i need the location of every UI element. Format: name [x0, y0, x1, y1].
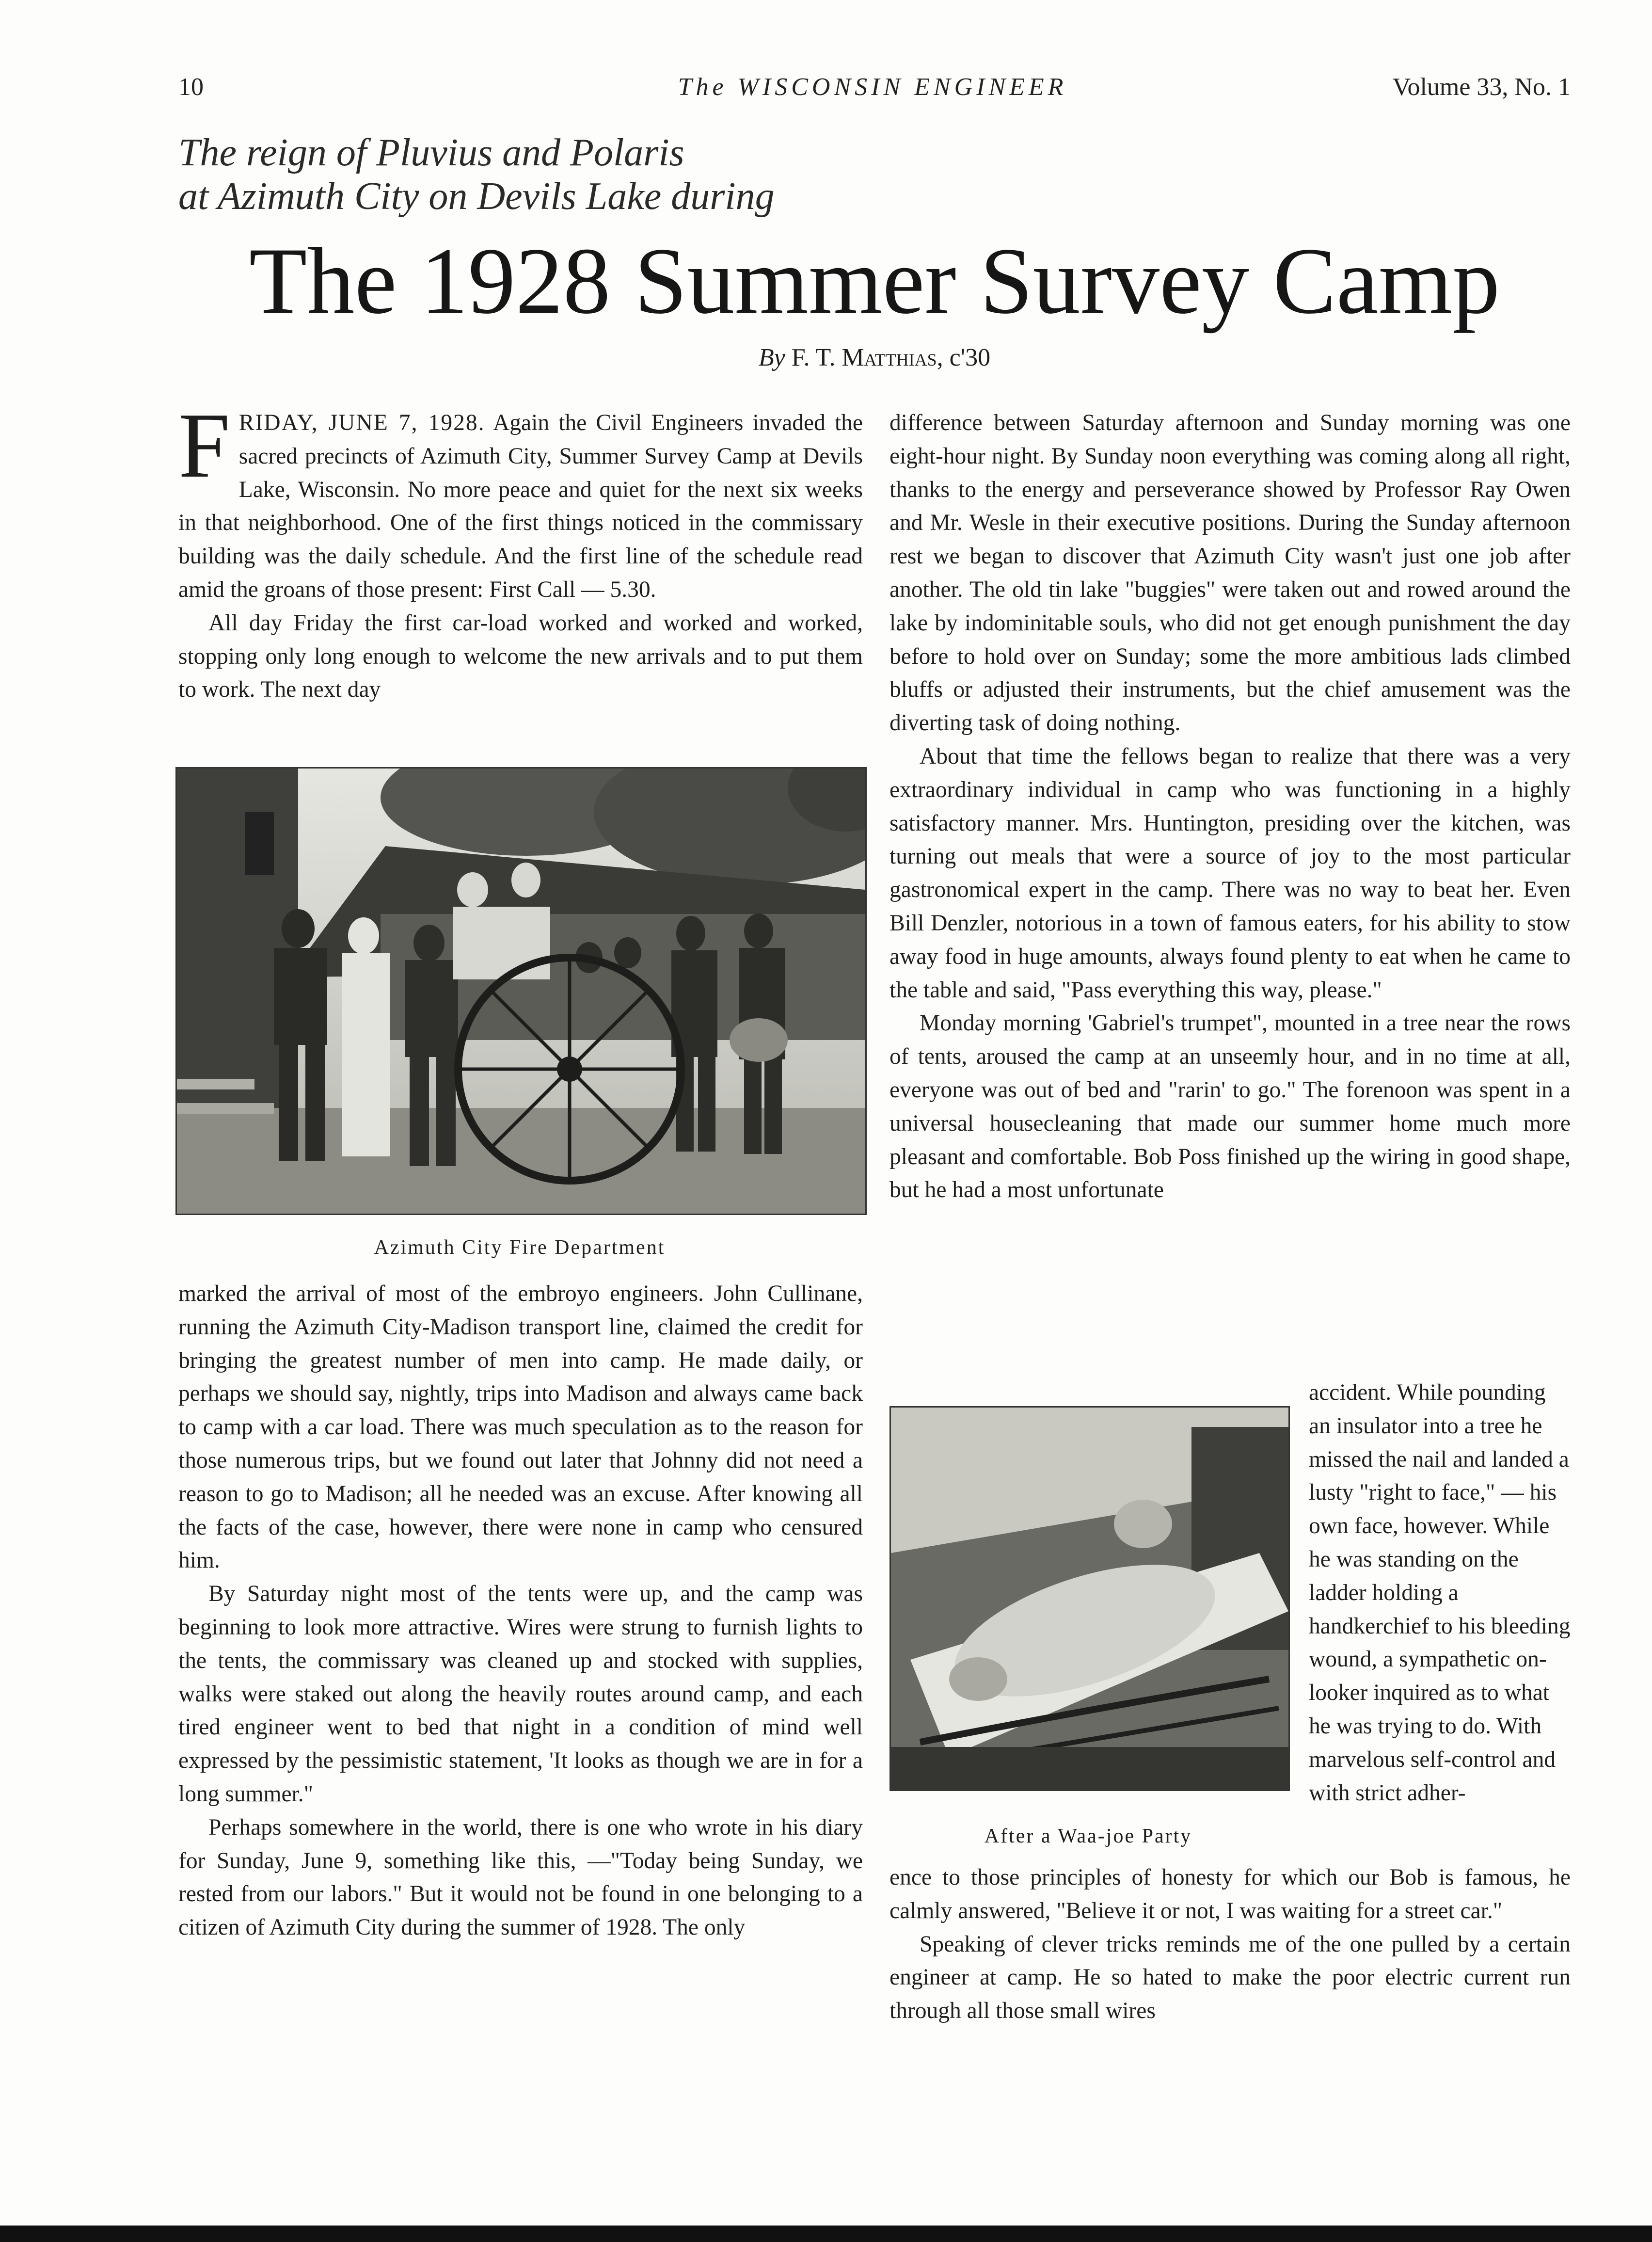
byline-class: , c'30: [937, 344, 991, 371]
paragraph-6: Monday morning 'Gabriel's trumpet", mounted in a tree near the rows of tents, aroused the camp at an unseemly hour, and in no time at all, everyone was out of bed and "rarin' to go." The forenoon was spent in a universal housecleaning that made our summer home much more pleasant and comfortable. Bob Poss finished up the wiring in good shape, but he had a most unfortunate: [890, 1010, 1571, 1203]
paragraph-2: All day Friday the first car-load worked and worked and worked, stopping only long enough to welcome the new arrivals and to put them to work. The next day: [178, 610, 863, 703]
lead-caps: RIDAY, JUNE 7, 1928.: [238, 410, 485, 435]
fire-department-caption: Azimuth City Fire Department: [374, 1236, 666, 1259]
left-column-top: [178, 406, 863, 753]
paragraph-2-continued: marked the arrival of most of the embroyo engineers. John Cullinane, running the Azimuth City-Madison transport line, claimed the credit for bringing the greatest number of men into camp. He made daily, or perhaps we should say, nightly, trips into Madison and always came back to camp with a car load. There was much speculation as to the reason for those numerous trips, but we found out later that Johnny did not need a reason to go to Madison; all he needed was an excuse. After knowing all the facts of the case, however, there were none in camp who censured him.: [178, 1281, 863, 1573]
byline: [178, 343, 1571, 372]
paragraph-1-text: Again the Civil Engineers invaded the sacred precincts of Azimuth City, Summer Survey Camp at Devils Lake, Wisconsin. No more peace and quiet for the next six weeks in that neighborhood. One of the first things noticed in the commissary building was the daily schedule. And the first line of the schedule read amid the groans of those present: First Call — 5.30.: [178, 410, 863, 602]
paragraph-7: Speaking of clever tricks reminds me of the one pulled by a certain engineer at camp. He so hated to make the poor electric current run through all those small wires: [890, 1931, 1571, 2024]
volume-number: Volume 33, No. 1: [1392, 73, 1571, 101]
paragraph-6-wrap: accident. While pounding an insulator into a tree he missed the nail and landed a lusty "right to face," — his own face, however. While he was standing on the ladder holding a handkerchief to his bleeding wound, a sympathetic on-looker inquired as to what he was trying to do. With marvelous self-control and with strict adher-: [1309, 1380, 1571, 1806]
right-column-wrap: [1309, 1376, 1571, 1861]
right-column-top: [890, 406, 1571, 1376]
byline-by: By: [758, 344, 785, 371]
article-title: The 1928 Summer Survey Camp: [249, 228, 1500, 334]
right-column-bottom: [890, 1861, 1571, 2074]
paragraph-6-end: ence to those principles of honesty for which our Bob is famous, he calmly answered, "Believe it or not, I was waiting for a street car.": [890, 1865, 1571, 1923]
waa-joe-party-photo: [890, 1406, 1290, 1791]
magazine-title: The WISCONSIN ENGINEER: [678, 73, 1067, 101]
scan-bottom-edge: [0, 2226, 1652, 2242]
paragraph-5: About that time the fellows began to realize that there was a very extraordinary individual in camp who was functioning in a highly satisfactory manner. Mrs. Huntington, presiding over the kitchen, was turning out meals that were a source of joy to the most particular gastronomical expert in the camp. There was no way to beat her. Even Bill Denzler, notorious in a town of famous eaters, for his ability to stow away food in huge amounts, always found plenty to eat when he came to the table and said, "Pass everything this way, please.": [890, 743, 1571, 1003]
waa-joe-party-photo-image: [891, 1408, 1288, 1790]
paragraph-3: By Saturday night most of the tents were up, and the camp was beginning to look more attractive. Wires were strung to furnish lights to the tents, the commissary was cleaned up and stocked with supplies, walks were staked out along the heavily routes around camp, and each tired engineer went to bed that night in a condition of mind well expressed by the pessimistic statement, 'It looks as though we are in for a long summer.": [178, 1581, 863, 1807]
drop-cap: F: [178, 406, 230, 497]
deck-line-1: The reign of Pluvius and Polaris: [178, 131, 684, 174]
byline-author: F. T. Matthias: [791, 344, 937, 371]
left-column-bottom: [178, 1277, 863, 2072]
waa-joe-party-caption: After a Waa-joe Party: [984, 1825, 1192, 1847]
deck-line-2: at Azimuth City on Devils Lake during: [178, 175, 775, 218]
fire-department-photo-image: [177, 769, 865, 1214]
paragraph-4: Perhaps somewhere in the world, there is one who wrote in his diary for Sunday, June 9, something like this, —"Today being Sunday, we rested from our labors." But it would not be found in one belonging to a citizen of Azimuth City during the summer of 1928. The only: [178, 1814, 863, 1940]
paragraph-4-continued: difference between Saturday afternoon and Sunday morning was one eight-hour night. By Sunday noon everything was coming along all right, thanks to the energy and perseverance showed by Professor Ray Owen and Mr. Wesle in their executive positions. During the Sunday afternoon rest we began to discover that Azimuth City wasn't just one job after another. The old tin lake "buggies" were taken out and rowed around the lake by indominitable souls, who did not get enough punishment the day before to hold over on Sunday; some the more ambitious lads climbed bluffs or adjusted their instruments, but the chief amusement was the diverting task of doing nothing.: [890, 410, 1571, 736]
paragraph-1: [178, 406, 863, 607]
article-deck: [178, 131, 905, 218]
page-number: 10: [178, 73, 204, 101]
fire-department-photo: [175, 767, 867, 1215]
